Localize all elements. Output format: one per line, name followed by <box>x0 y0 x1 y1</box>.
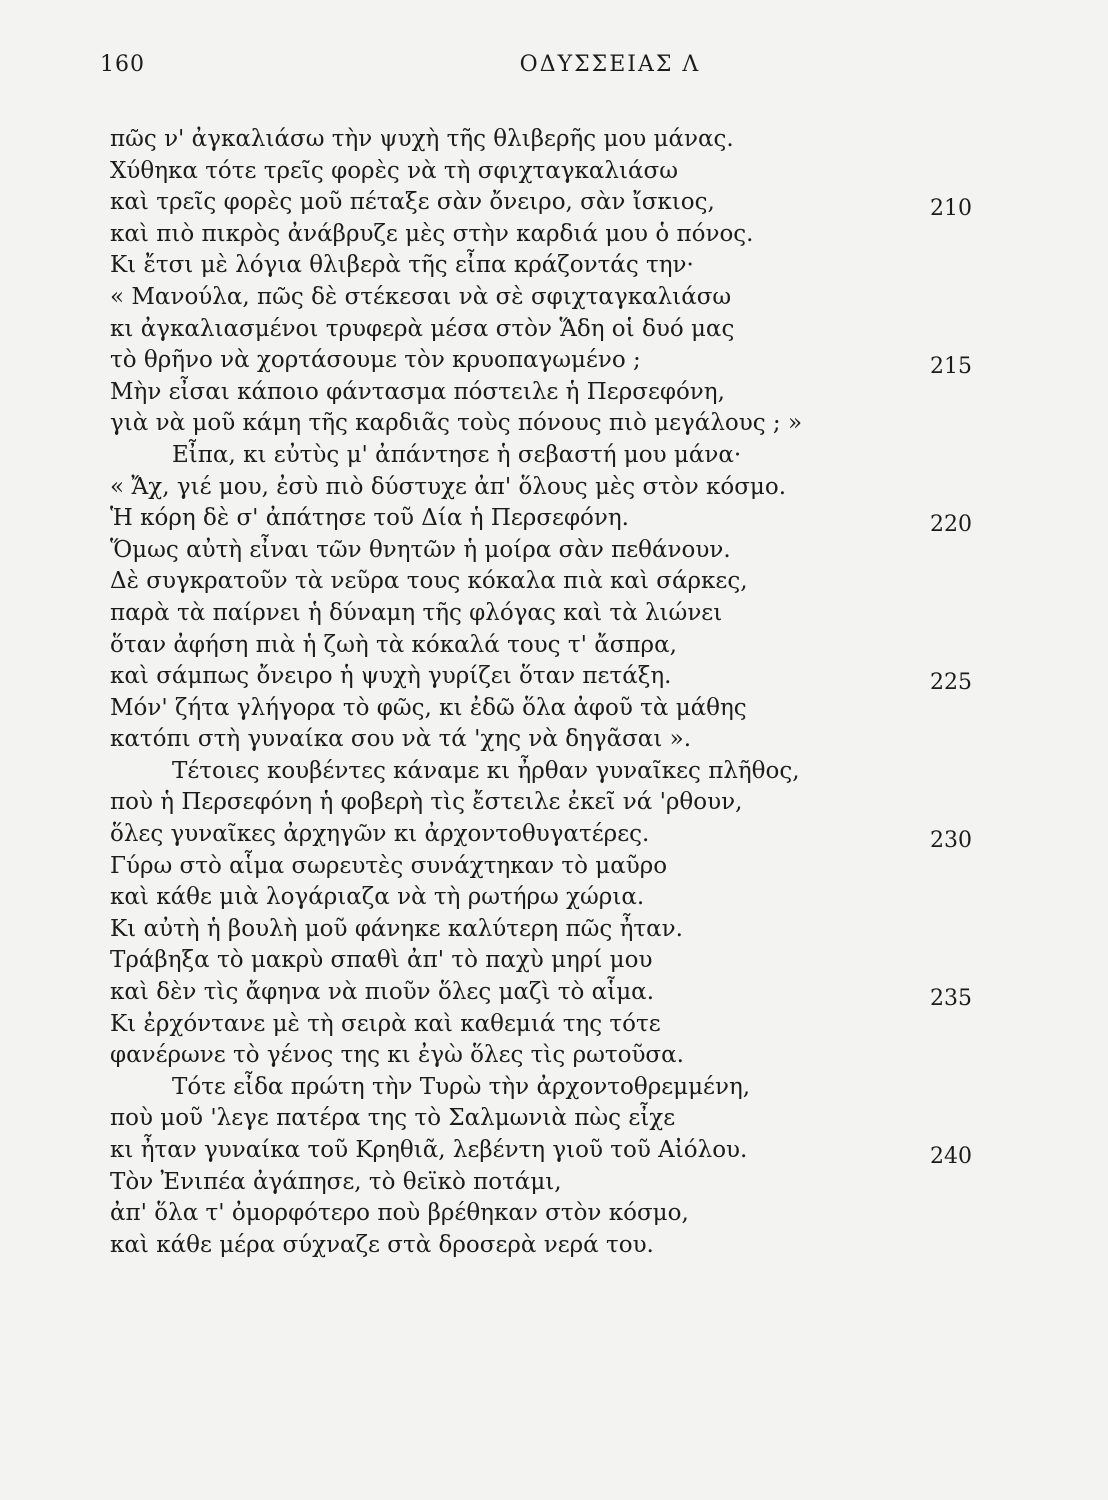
verse-text: Τράβηξα τὸ μακρὺ σπαθὶ ἀπ' τὸ παχὺ μηρί μου <box>110 947 653 974</box>
verse-text: πῶς ν' ἀγκαλιάσω τὴν ψυχὴ τῆς θλιβερῆς μου μάνας. <box>110 126 734 152</box>
verse-text: γιὰ νὰ μοῦ κάμη τῆς καρδιᾶς τοὺς πόνους πιὸ μεγάλους ; » <box>110 410 803 437</box>
verse-text: Χύθηκα τότε τρεῖς φορὲς νὰ τὴ σφιχταγκαλιάσω <box>110 157 678 184</box>
verse-line <box>110 377 990 409</box>
verse-line <box>110 1040 990 1072</box>
verse-line <box>110 693 990 725</box>
verse-block <box>110 124 990 1261</box>
verse-line <box>110 1167 990 1199</box>
verse-line <box>110 661 990 696</box>
verse-text: ποὺ ἡ Περσεφόνη ἡ φοβερὴ τὶς ἔστειλε ἐκεῖ νά 'ρθουν, <box>110 789 743 816</box>
verse-text: Κι ἔτσι μὲ λόγια θλιβερὰ τῆς εἶπα κράζοντάς την· <box>110 252 694 279</box>
verse-line <box>110 977 990 1012</box>
verse-line <box>110 819 990 854</box>
verse-text: κατόπι στὴ γυναίκα σου νὰ τά 'χης νὰ δηγᾶσαι ». <box>110 726 692 753</box>
verse-text: καὶ κάθε μέρα σύχναζε στὰ δροσερὰ νερά του. <box>110 1231 654 1258</box>
verse-text: ὅταν ἀφήση πιὰ ἡ ζωὴ τὰ κόκαλά τους τ' ἄσπρα, <box>110 631 677 658</box>
verse-text: « Μανούλα, πῶς δὲ στέκεσαι νὰ σὲ σφιχταγκαλιάσω <box>110 283 732 310</box>
verse-line <box>110 1009 990 1041</box>
verse-text: Κι αὐτὴ ἡ βουλὴ μοῦ φάνηκε καλύτερη πῶς ἦταν. <box>110 915 683 942</box>
verse-line <box>110 914 990 946</box>
verse-line <box>110 566 990 598</box>
verse-text: Τότε εἶδα πρώτη τὴν Τυρὼ τὴν ἀρχοντοθρεμμένη, <box>172 1073 751 1100</box>
verse-text: κι ἦταν γυναίκα τοῦ Κρηθιᾶ, λεβέντη γιοῦ τοῦ Αἰόλου. <box>110 1137 748 1163</box>
verse-line <box>110 630 990 662</box>
verse-text: καὶ τρεῖς φορὲς μοῦ πέταξε σὰν ὄνειρο, σὰν ἴσκιος, <box>110 189 715 216</box>
verse-text: καὶ δὲν τὶς ἄφηνα νὰ πιοῦν ὅλες μαζὶ τὸ αἷμα. <box>110 979 655 1006</box>
verse-line <box>110 882 990 914</box>
verse-text: καὶ πιὸ πικρὸς ἀνάβρυζε μὲς στὴν καρδιά μου ὁ πόνος. <box>110 220 754 247</box>
verse-line <box>110 282 990 314</box>
verse-text: Τὸν Ἐνιπέα ἀγάπησε, τὸ θεϊκὸ ποτάμι, <box>110 1168 562 1195</box>
verse-line <box>110 503 990 538</box>
verse-line <box>110 124 990 156</box>
verse-text: παρὰ τὰ παίρνει ἡ δύναμη τῆς φλόγας καὶ τὰ λιώνει <box>110 599 723 626</box>
verse-line <box>110 1230 990 1262</box>
verse-line <box>110 1135 990 1167</box>
verse-text: ὅλες γυναῖκες ἀρχηγῶν κι ἀρχοντοθυγατέρες. <box>110 821 650 848</box>
verse-line <box>110 408 990 440</box>
verse-line <box>110 1198 990 1230</box>
verse-line <box>110 156 990 188</box>
verse-line <box>110 440 990 472</box>
verse-text: Μόν' ζήτα γλήγορα τὸ φῶς, κι ἐδῶ ὅλα ἀφοῦ τὰ μάθης <box>110 694 747 721</box>
verse-line <box>110 851 990 883</box>
verse-line <box>110 345 990 380</box>
verse-text: « Ἄχ, γιέ μου, ἐσὺ πιὸ δύστυχε ἀπ' ὅλους μὲς στὸν κόσμο. <box>110 473 787 500</box>
verse-line <box>110 472 990 504</box>
verse-text: Δὲ συγκρατοῦν τὰ νεῦρα τους κόκαλα πιὰ καὶ σάρκες, <box>110 568 748 595</box>
line-number: 215 <box>930 354 972 380</box>
line-number: 220 <box>930 512 972 538</box>
line-number: 210 <box>930 196 972 222</box>
verse-line <box>110 250 990 282</box>
verse-text: Μὴν εἶσαι κάποιο φάντασμα πόστειλε ἡ Περσεφόνη, <box>110 378 725 405</box>
line-number: 240 <box>930 1144 972 1169</box>
verse-text: κι ἀγκαλιασμένοι τρυφερὰ μέσα στὸν Ἅδη οἱ δυό μας <box>110 315 735 342</box>
verse-text: Γύρω στὸ αἷμα σωρευτὲς συνάχτηκαν τὸ μαῦρο <box>110 852 668 879</box>
verse-line <box>110 1072 990 1104</box>
line-number: 230 <box>930 828 972 854</box>
line-number: 225 <box>930 670 972 696</box>
verse-text: ἀπ' ὅλα τ' ὀμορφότερο ποὺ βρέθηκαν στὸν κόσμο, <box>110 1200 689 1227</box>
verse-line <box>110 756 990 788</box>
verse-line <box>110 187 990 222</box>
verse-line <box>110 219 990 251</box>
verse-line <box>110 314 990 346</box>
verse-line <box>110 945 990 977</box>
verse-text: Τέτοιες κουβέντες κάναμε κι ἦρθαν γυναῖκες πλῆθος, <box>172 757 800 784</box>
verse-text: καὶ κάθε μιὰ λογάριαζα νὰ τὴ ρωτήρω χώρια. <box>110 884 645 911</box>
verse-text: Ἡ κόρη δὲ σ' ἀπάτησε τοῦ Δία ἡ Περσεφόνη. <box>110 505 629 532</box>
running-title: ΟΔΥΣΣΕΙΑΣ Λ <box>519 52 701 77</box>
verse-line <box>110 535 990 567</box>
page-header <box>100 52 1000 92</box>
verse-line <box>110 1103 990 1135</box>
verse-text: καὶ σάμπως ὄνειρο ἡ ψυχὴ γυρίζει ὅταν πετάξη. <box>110 663 672 690</box>
verse-text: τὸ θρῆνο νὰ χορτάσουμε τὸν κρυοπαγωμένο ; <box>110 347 641 374</box>
verse-line <box>110 598 990 630</box>
verse-text: Κι ἐρχόντανε μὲ τὴ σειρὰ καὶ καθεμιά της τότε <box>110 1010 661 1037</box>
verse-text: Ὅμως αὐτὴ εἶναι τῶν θνητῶν ἡ μοίρα σὰν πεθάνουν. <box>110 536 731 563</box>
verse-text: φανέρωνε τὸ γένος της κι ἐγὼ ὅλες τὶς ρωτοῦσα. <box>110 1042 684 1069</box>
verse-line <box>110 787 990 819</box>
page-number: 160 <box>100 52 145 77</box>
verse-text: ποὺ μοῦ 'λεγε πατέρα της τὸ Σαλμωνιὰ πὼς εἶχε <box>110 1105 676 1132</box>
line-number: 235 <box>930 986 972 1012</box>
verse-line <box>110 724 990 756</box>
verse-text: Εἶπα, κι εὐτὺς μ' ἀπάντησε ἡ σεβαστή μου μάνα· <box>172 441 742 468</box>
